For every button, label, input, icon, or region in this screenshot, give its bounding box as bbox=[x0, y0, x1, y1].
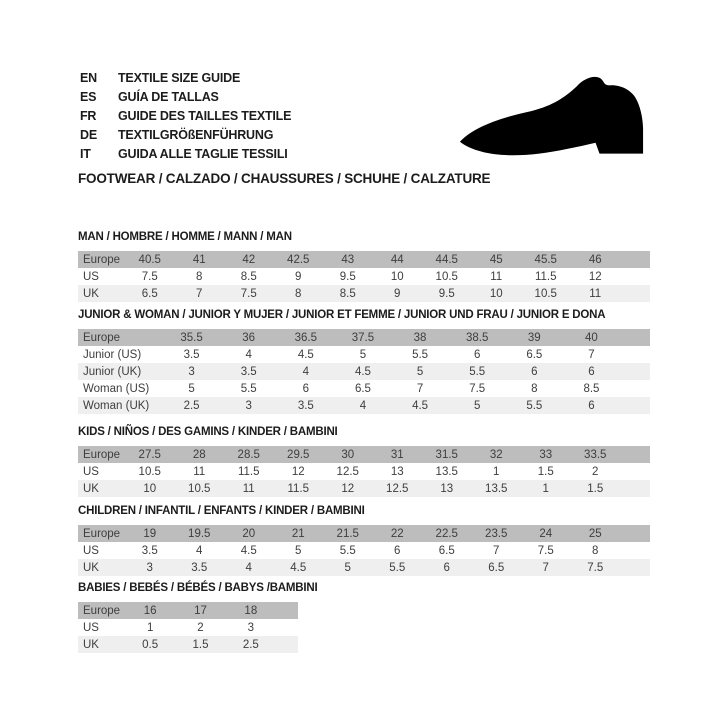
size-cell: 31 bbox=[390, 448, 404, 461]
size-cell: 32 bbox=[489, 448, 503, 461]
size-cell: 5.5 bbox=[240, 382, 257, 395]
size-cell: 1.5 bbox=[537, 465, 554, 478]
size-cell: 6 bbox=[394, 544, 401, 557]
row-trailing-pad bbox=[620, 285, 650, 302]
size-cell: 7 bbox=[416, 382, 424, 395]
row-label: UK bbox=[83, 287, 99, 300]
size-cell: 10.5 bbox=[534, 287, 557, 300]
size-cell: 40.5 bbox=[138, 253, 161, 266]
size-table-children bbox=[78, 525, 650, 576]
size-cell: 9 bbox=[394, 287, 401, 300]
table-row-us bbox=[78, 268, 650, 285]
row-label: Europe bbox=[83, 448, 121, 461]
size-cell: 5.5 bbox=[412, 348, 429, 361]
row-trailing-pad bbox=[620, 251, 650, 268]
size-cell: 5.5 bbox=[339, 544, 356, 557]
size-cell: 37.5 bbox=[351, 331, 375, 344]
size-cell: 7 bbox=[588, 348, 595, 361]
row-label: US bbox=[83, 465, 99, 478]
size-cell: 5 bbox=[473, 399, 481, 412]
size-cell: 12 bbox=[341, 482, 355, 495]
dress-shoe-icon bbox=[452, 72, 650, 168]
size-cell: 8.5 bbox=[583, 382, 600, 395]
size-cell: 5 bbox=[416, 365, 424, 378]
size-cell: 38.5 bbox=[465, 331, 489, 344]
size-cell: 12.5 bbox=[386, 482, 409, 495]
size-cell: 13 bbox=[440, 482, 454, 495]
row-label: Woman (UK) bbox=[83, 399, 150, 412]
size-cell: 4.5 bbox=[297, 348, 314, 361]
size-cell: 39 bbox=[527, 331, 541, 344]
row-label: US bbox=[83, 544, 99, 557]
size-cell: 6.5 bbox=[141, 287, 158, 300]
row-trailing-pad bbox=[276, 636, 298, 653]
size-cell: 12 bbox=[588, 270, 602, 283]
size-cell: 3.5 bbox=[183, 348, 200, 361]
table-row-us bbox=[78, 463, 650, 480]
size-cell: 7.5 bbox=[537, 544, 554, 557]
size-cell: 3.5 bbox=[297, 399, 314, 412]
size-cell: 35.5 bbox=[180, 331, 203, 344]
size-cell: 11 bbox=[193, 465, 206, 478]
section-children bbox=[78, 505, 650, 576]
size-cell: 4.5 bbox=[354, 365, 371, 378]
size-cell: 5 bbox=[188, 382, 195, 395]
size-cell: 8 bbox=[531, 382, 538, 395]
size-cell: 11.5 bbox=[237, 465, 260, 478]
size-cell: 22.5 bbox=[435, 527, 458, 540]
size-cell: 45.5 bbox=[534, 253, 557, 266]
row-trailing-pad bbox=[620, 380, 650, 397]
size-cell: 28.5 bbox=[237, 448, 260, 461]
size-cell: 3 bbox=[245, 399, 252, 412]
table-row-europe bbox=[78, 329, 650, 346]
table-row-uk bbox=[78, 480, 650, 497]
size-cell: 25 bbox=[588, 527, 602, 540]
row-trailing-pad bbox=[276, 602, 298, 619]
size-cell: 2 bbox=[197, 621, 204, 634]
row-trailing-pad bbox=[620, 559, 650, 576]
size-cell: 5.5 bbox=[389, 561, 406, 574]
size-cell: 19.5 bbox=[188, 527, 211, 540]
size-cell: 2.5 bbox=[183, 399, 200, 412]
size-cell: 13 bbox=[390, 465, 404, 478]
size-cell: 4 bbox=[302, 365, 310, 378]
size-cell: 6.5 bbox=[488, 561, 505, 574]
row-trailing-pad bbox=[620, 525, 650, 542]
size-cell: 44 bbox=[390, 253, 404, 266]
size-cell: 46 bbox=[588, 253, 602, 266]
size-cell: 23.5 bbox=[485, 527, 508, 540]
size-cell: 4 bbox=[245, 348, 252, 361]
size-table-junior-woman bbox=[78, 329, 650, 414]
table-row-woman-uk bbox=[78, 397, 650, 414]
table-row-europe bbox=[78, 446, 650, 463]
language-code: EN bbox=[80, 71, 97, 85]
language-code: DE bbox=[80, 128, 97, 142]
table-row-us bbox=[78, 619, 298, 636]
table-row-uk bbox=[78, 559, 650, 576]
size-cell: 33 bbox=[539, 448, 553, 461]
section-man bbox=[78, 231, 650, 302]
size-cell: 30 bbox=[341, 448, 355, 461]
size-cell: 42.5 bbox=[287, 253, 310, 266]
size-cell: 22 bbox=[390, 527, 404, 540]
size-cell: 45 bbox=[489, 253, 503, 266]
size-cell: 9.5 bbox=[339, 270, 356, 283]
size-cell: 11 bbox=[589, 287, 602, 300]
language-code: ES bbox=[80, 90, 97, 104]
size-cell: 1 bbox=[146, 621, 154, 634]
language-row-fr bbox=[80, 107, 291, 126]
section-title-children: CHILDREN / INFANTIL / ENFANTS / KINDER / BAMBINI bbox=[78, 505, 365, 517]
size-cell: 1 bbox=[493, 465, 500, 478]
size-cell: 7.5 bbox=[141, 270, 158, 283]
size-cell: 31.5 bbox=[435, 448, 458, 461]
size-cell: 27.5 bbox=[138, 448, 161, 461]
row-trailing-pad bbox=[276, 619, 298, 636]
size-cell: 4 bbox=[359, 399, 367, 412]
row-label: Junior (US) bbox=[83, 348, 142, 361]
size-cell: 3 bbox=[247, 621, 255, 634]
size-cell: 3 bbox=[188, 365, 195, 378]
row-label: Europe bbox=[83, 604, 121, 617]
row-trailing-pad bbox=[620, 397, 650, 414]
size-cell: 20 bbox=[242, 527, 256, 540]
size-cell: 4.5 bbox=[412, 399, 429, 412]
row-trailing-pad bbox=[620, 346, 650, 363]
size-cell: 10.5 bbox=[188, 482, 211, 495]
size-cell: 36 bbox=[242, 331, 256, 344]
size-cell: 6 bbox=[588, 399, 595, 412]
size-cell: 3 bbox=[146, 561, 153, 574]
language-label: GUIDE DES TAILLES TEXTILE bbox=[118, 109, 292, 123]
size-cell: 10.5 bbox=[138, 465, 161, 478]
size-cell: 10.5 bbox=[435, 270, 458, 283]
size-cell: 7.5 bbox=[469, 382, 486, 395]
size-cell: 24 bbox=[539, 527, 553, 540]
size-cell: 8 bbox=[592, 544, 599, 557]
size-cell: 36.5 bbox=[294, 331, 317, 344]
size-cell: 29.5 bbox=[287, 448, 310, 461]
row-label: UK bbox=[83, 638, 99, 651]
row-label: Junior (UK) bbox=[83, 365, 142, 378]
language-label: GUÍA DE TALLAS bbox=[118, 90, 219, 104]
size-cell: 7 bbox=[196, 287, 203, 300]
size-cell: 4.5 bbox=[290, 561, 307, 574]
section-babies bbox=[78, 582, 650, 653]
table-row-europe bbox=[78, 602, 298, 619]
size-cell: 13.5 bbox=[435, 465, 458, 478]
size-cell: 8 bbox=[196, 270, 203, 283]
size-cell: 1 bbox=[542, 482, 549, 495]
size-cell: 19 bbox=[143, 527, 157, 540]
size-cell: 10 bbox=[390, 270, 404, 283]
size-cell: 3.5 bbox=[191, 561, 208, 574]
size-cell: 1.5 bbox=[192, 638, 209, 651]
language-row-de bbox=[80, 126, 291, 145]
row-label: Europe bbox=[83, 527, 121, 540]
row-trailing-pad bbox=[620, 446, 650, 463]
size-cell: 6.5 bbox=[354, 382, 371, 395]
category-title: FOOTWEAR / CALZADO / CHAUSSURES / SCHUHE / CALZATURE bbox=[78, 171, 491, 186]
size-cell: 1.5 bbox=[587, 482, 604, 495]
size-cell: 6.5 bbox=[526, 348, 543, 361]
size-cell: 44.5 bbox=[435, 253, 458, 266]
size-cell: 6 bbox=[443, 561, 450, 574]
row-trailing-pad bbox=[620, 463, 650, 480]
size-cell: 5.5 bbox=[469, 365, 486, 378]
size-cell: 8 bbox=[295, 287, 302, 300]
size-cell: 3.5 bbox=[240, 365, 257, 378]
size-cell: 17 bbox=[194, 604, 207, 617]
row-label: US bbox=[83, 270, 99, 283]
size-cell: 7 bbox=[493, 544, 500, 557]
row-label: UK bbox=[83, 561, 99, 574]
section-junior-woman bbox=[78, 309, 650, 414]
row-label: Europe bbox=[83, 331, 121, 344]
size-table-babies bbox=[78, 602, 298, 653]
size-cell: 6 bbox=[588, 365, 595, 378]
size-cell: 40 bbox=[585, 331, 598, 344]
size-table-man bbox=[78, 251, 650, 302]
table-row-uk bbox=[78, 636, 298, 653]
size-cell: 5 bbox=[295, 544, 302, 557]
language-label: TEXTILE SIZE GUIDE bbox=[118, 71, 241, 85]
language-label: TEXTILGRÖßENFÜHRUNG bbox=[118, 128, 274, 142]
size-cell: 6.5 bbox=[438, 544, 455, 557]
size-cell: 4 bbox=[245, 561, 252, 574]
size-cell: 10 bbox=[489, 287, 503, 300]
size-cell: 5 bbox=[344, 561, 351, 574]
size-cell: 7 bbox=[542, 561, 549, 574]
size-cell: 11.5 bbox=[287, 482, 310, 495]
row-trailing-pad bbox=[620, 480, 650, 497]
size-cell: 2 bbox=[592, 465, 599, 478]
size-cell: 6 bbox=[302, 382, 310, 395]
size-cell: 4 bbox=[196, 544, 203, 557]
table-row-us bbox=[78, 542, 650, 559]
table-row-uk bbox=[78, 285, 650, 302]
language-header bbox=[80, 69, 291, 164]
size-cell: 3.5 bbox=[141, 544, 158, 557]
size-cell: 6 bbox=[531, 365, 538, 378]
size-cell: 11.5 bbox=[534, 270, 557, 283]
row-label: UK bbox=[83, 482, 99, 495]
size-cell: 8.5 bbox=[339, 287, 356, 300]
section-title-man: MAN / HOMBRE / HOMME / MANN / MAN bbox=[78, 231, 292, 243]
size-cell: 5 bbox=[359, 348, 367, 361]
section-kids bbox=[78, 426, 650, 497]
size-cell: 6 bbox=[473, 348, 481, 361]
size-cell: 42 bbox=[242, 253, 256, 266]
row-label: US bbox=[83, 621, 99, 634]
size-cell: 5.5 bbox=[526, 399, 543, 412]
language-code: FR bbox=[80, 109, 97, 123]
row-trailing-pad bbox=[620, 329, 650, 346]
table-row-europe bbox=[78, 525, 650, 542]
size-cell: 41 bbox=[192, 253, 206, 266]
size-cell: 9.5 bbox=[438, 287, 455, 300]
size-cell: 13.5 bbox=[485, 482, 508, 495]
size-cell: 7.5 bbox=[240, 287, 257, 300]
size-cell: 7.5 bbox=[587, 561, 604, 574]
size-cell: 43 bbox=[341, 253, 355, 266]
section-title-junior-woman: JUNIOR & WOMAN / JUNIOR Y MUJER / JUNIOR ET FEMME / JUNIOR UND FRAU / JUNIOR E DONA bbox=[78, 309, 606, 321]
row-trailing-pad bbox=[620, 363, 650, 380]
size-cell: 12 bbox=[291, 465, 305, 478]
size-cell: 11 bbox=[242, 482, 255, 495]
size-cell: 8.5 bbox=[240, 270, 257, 283]
section-title-babies: BABIES / BEBÉS / BÉBÉS / BABYS /BAMBINI bbox=[78, 582, 318, 594]
table-row-woman-us bbox=[78, 380, 650, 397]
table-row-europe bbox=[78, 251, 650, 268]
language-row-es bbox=[80, 88, 291, 107]
language-row-it bbox=[80, 145, 291, 164]
table-row-junior-uk bbox=[78, 363, 650, 380]
size-cell: 2.5 bbox=[242, 638, 259, 651]
table-row-junior-us bbox=[78, 346, 650, 363]
language-label: GUIDA ALLE TAGLIE TESSILI bbox=[118, 147, 288, 161]
size-cell: 0.5 bbox=[142, 638, 159, 651]
size-cell: 16 bbox=[143, 604, 157, 617]
size-cell: 21 bbox=[291, 527, 305, 540]
size-table-kids bbox=[78, 446, 650, 497]
size-cell: 4.5 bbox=[240, 544, 257, 557]
size-cell: 38 bbox=[413, 331, 427, 344]
language-row-en bbox=[80, 69, 291, 88]
size-cell: 12.5 bbox=[336, 465, 359, 478]
section-title-kids: KIDS / NIÑOS / DES GAMINS / KINDER / BAMBINI bbox=[78, 426, 338, 438]
size-cell: 11 bbox=[490, 270, 503, 283]
size-cell: 33.5 bbox=[584, 448, 607, 461]
size-cell: 10 bbox=[143, 482, 157, 495]
row-trailing-pad bbox=[620, 268, 650, 285]
size-cell: 21.5 bbox=[336, 527, 359, 540]
row-label: Europe bbox=[83, 253, 121, 266]
row-trailing-pad bbox=[620, 542, 650, 559]
row-label: Woman (US) bbox=[83, 382, 150, 395]
size-cell: 28 bbox=[192, 448, 206, 461]
language-code: IT bbox=[80, 147, 91, 161]
size-cell: 9 bbox=[295, 270, 302, 283]
size-cell: 18 bbox=[244, 604, 258, 617]
